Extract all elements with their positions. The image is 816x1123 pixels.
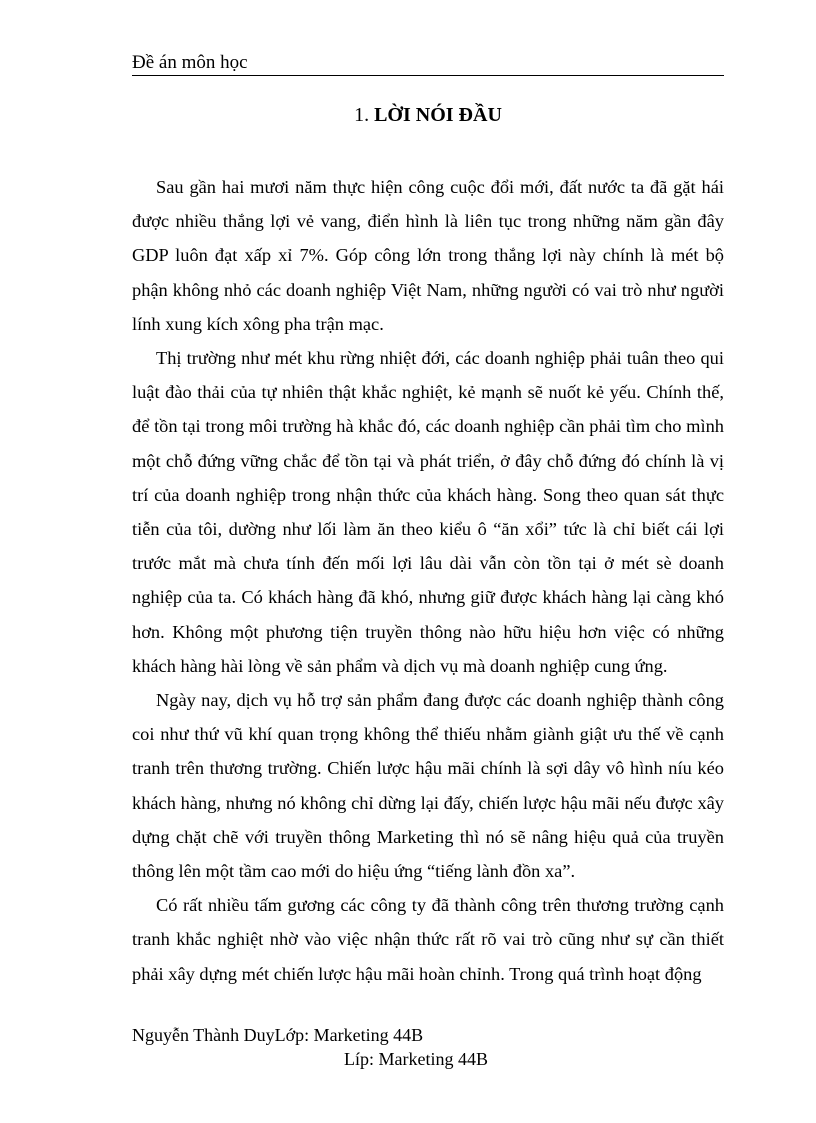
section-title: LỜI NÓI ĐẦU <box>374 104 502 126</box>
paragraph: Thị trường như mét khu rừng nhiệt đới, các doanh nghiệp phải tuân theo qui luật đào thải của tự nhiên thật khắc nghiệt, kẻ mạnh sẽ nuốt kẻ yếu. Chính thế, để tồn tại trong môi trường hà khắc đó, các doanh nghiệp cần phải tìm cho mình một chỗ đứng vững chắc để tồn tại và phát triển, ở đây chỗ đứng đó chính là vị trí của doanh nghiệp trong nhận thức của khách hàng. Song theo quan sát thực tiễn của tôi, dường như lối làm ăn theo kiểu ô “ăn xổi” tức là chỉ biết cái lợi trước mắt mà chưa tính đến mối lợi lâu dài vẫn còn tồn tại ở mét sè doanh nghiệp của ta. Có khách hàng đã khó, nhưng giữ được khách hàng lại càng khó hơn. Không một phương tiện truyền thông nào hữu hiệu hơn việc có những khách hàng hài lòng về sản phẩm và dịch vụ mà doanh nghiệp cung ứng. <box>132 348 724 676</box>
paragraph: Sau gần hai mươi năm thực hiện công cuộc đổi mới, đất nước ta đã gặt hái được nhiều thắng lợi vẻ vang, điển hình là liên tục trong những năm gần đây GDP luôn đạt xấp xỉ 7%. Góp công lớn trong thắng lợi này chính là mét bộ phận không nhỏ các doanh nghiệp Việt Nam, những người có vai trò như người lính xung kích xông pha trận mạc. <box>132 177 724 334</box>
document-header: Đề án môn học <box>132 52 248 73</box>
section-number: 1. <box>354 104 370 126</box>
footer-author-class: Nguyễn Thành DuyLớp: Marketing 44B <box>132 1025 424 1045</box>
section-heading <box>132 102 724 128</box>
footer-class: Líp: Marketing 44B <box>344 1049 488 1069</box>
paragraph: Ngày nay, dịch vụ hỗ trợ sản phẩm đang được các doanh nghiệp thành công coi như thứ vũ khí quan trọng không thể thiếu nhằm giành giật ưu thế về cạnh tranh trên thương trường. Chiến lược hậu mãi chính là sợi dây vô hình níu kéo khách hàng, nhưng nó không chỉ dừng lại đấy, chiến lược hậu mãi nếu được xây dựng chặt chẽ với truyền thông Marketing thì nó sẽ nâng hiệu quả của truyền thông lên một tầm cao mới do hiệu ứng “tiếng lành đồn xa”. <box>132 690 724 882</box>
body-text <box>132 170 724 991</box>
header-divider <box>132 75 724 76</box>
paragraph: Có rất nhiều tấm gương các công ty đã thành công trên thương trường cạnh tranh khắc nghiệt nhờ vào việc nhận thức rất rõ vai trò cũng như sự cần thiết phải xây dựng mét chiến lược hậu mãi hoàn chỉnh. Trong quá trình hoạt động <box>132 895 724 984</box>
